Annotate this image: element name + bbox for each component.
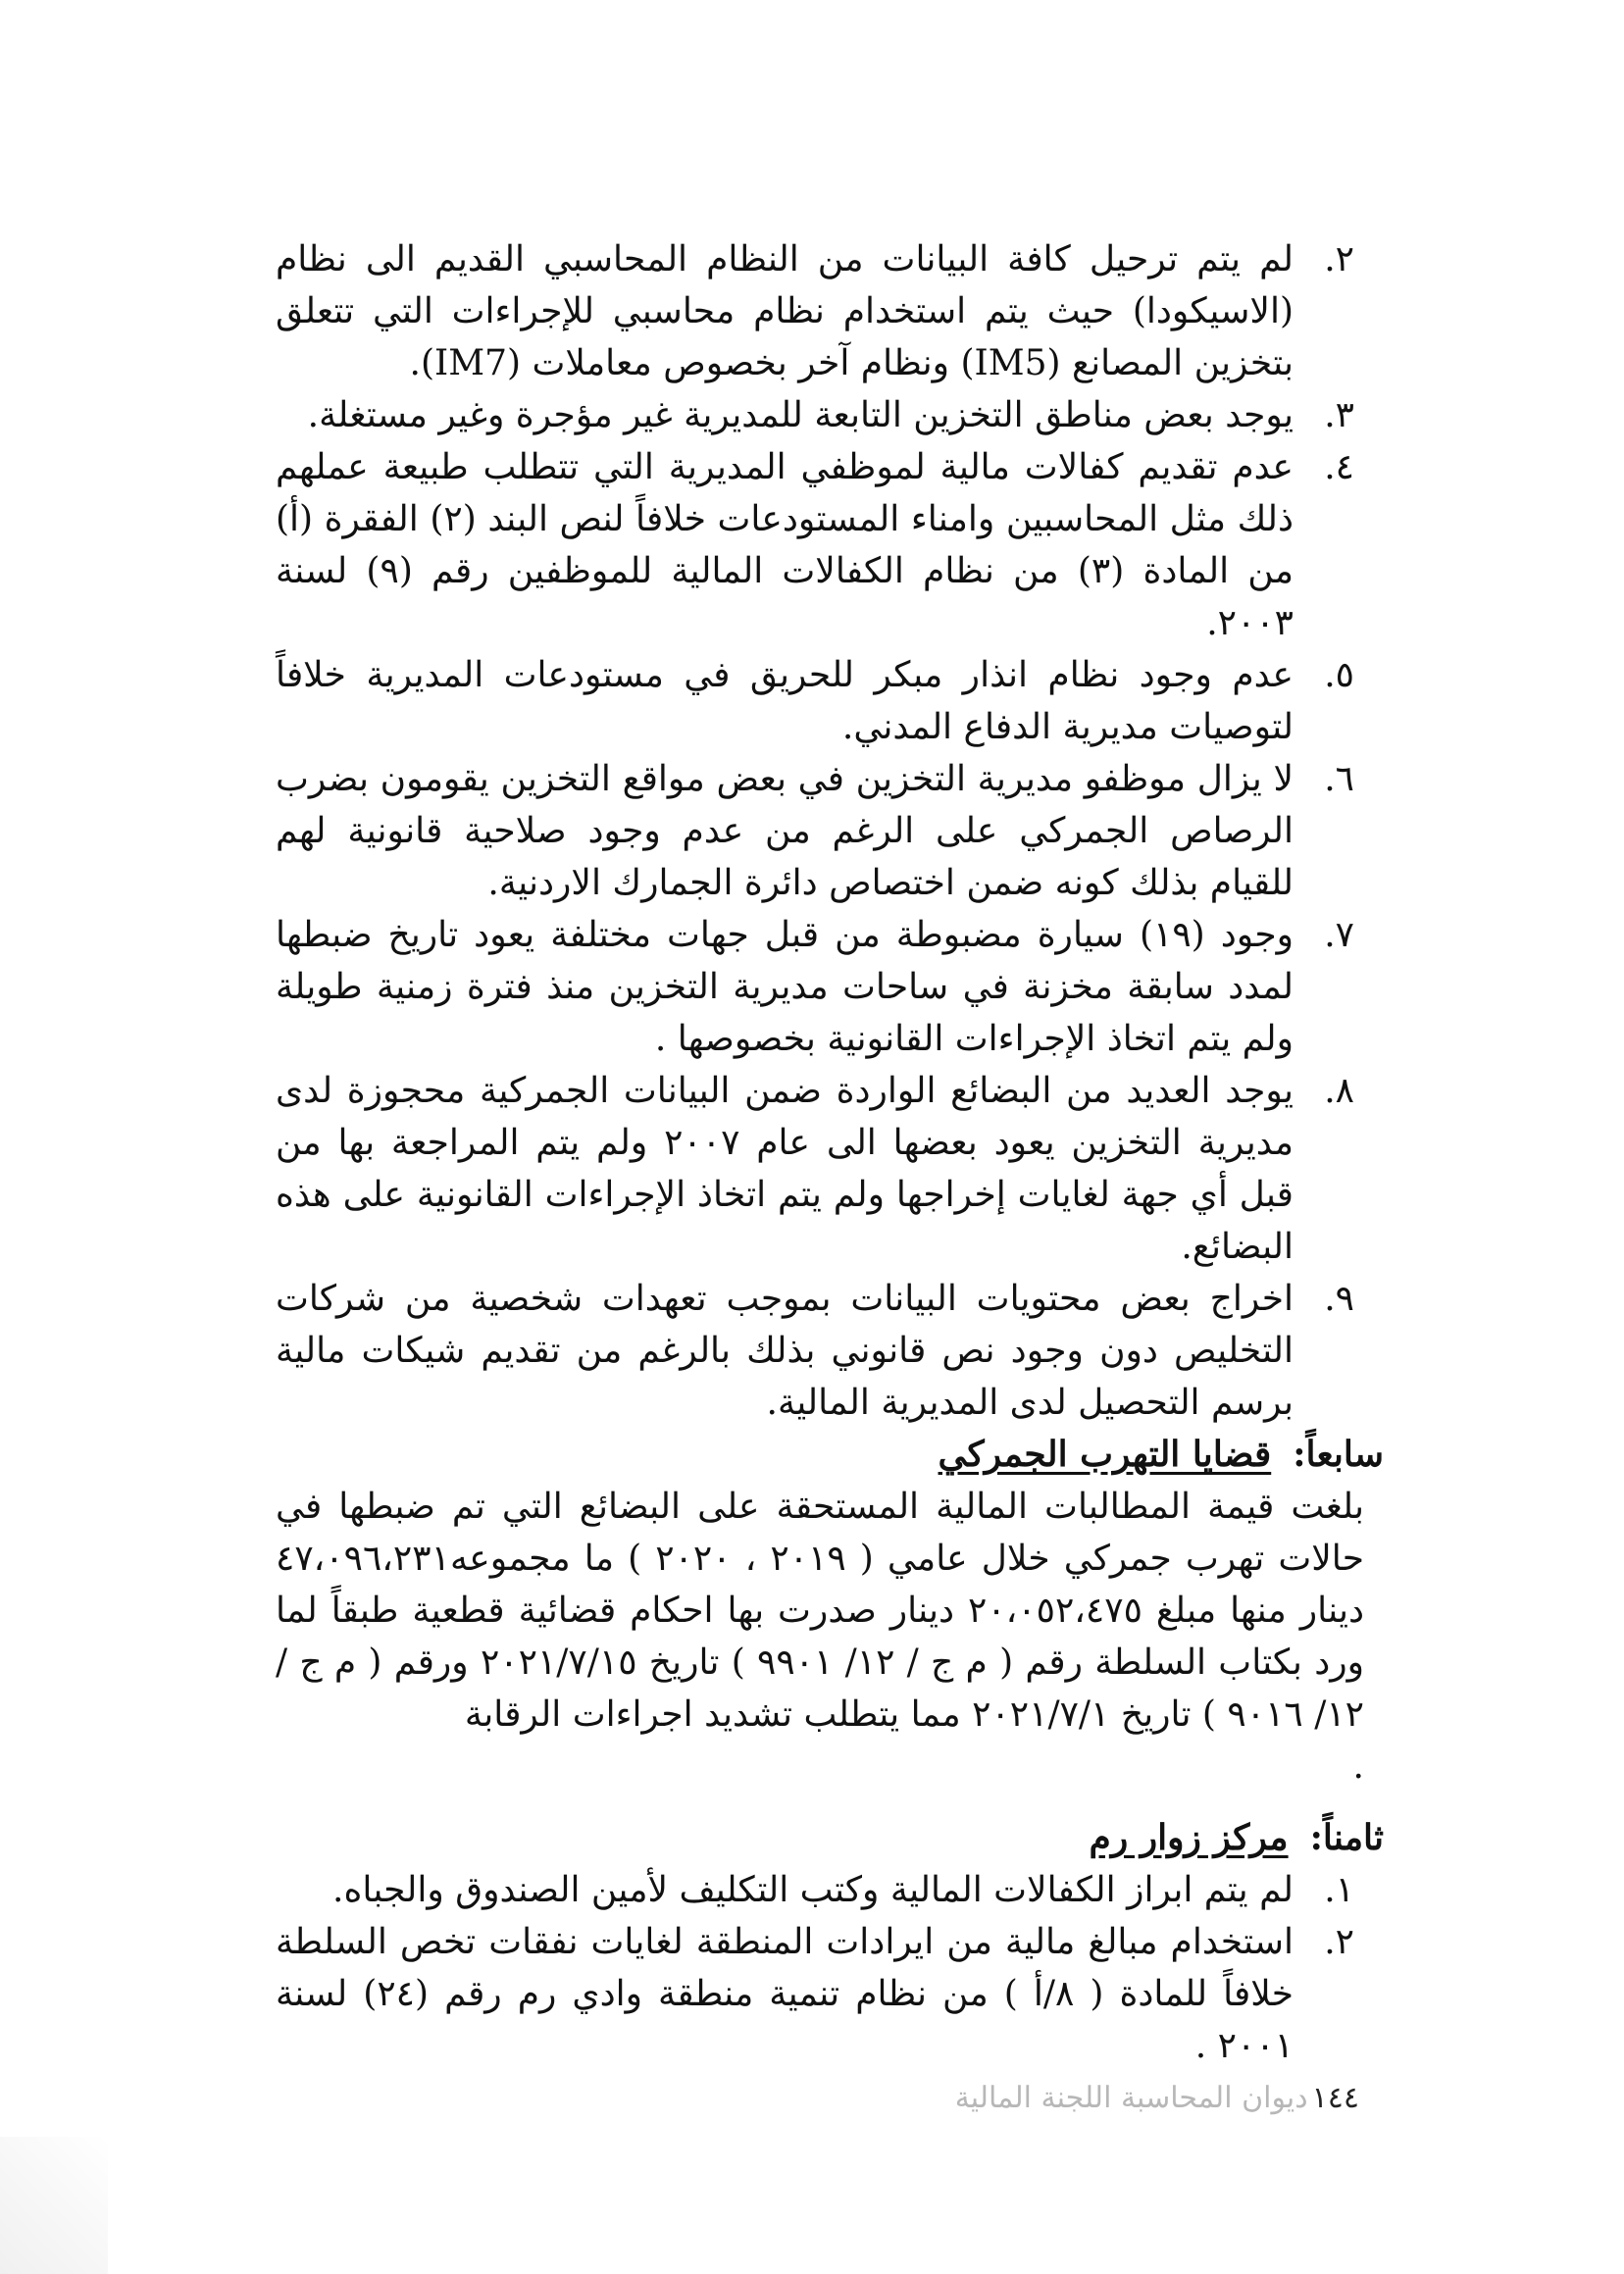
report-body xyxy=(276,233,1384,2072)
item-number: ٢. xyxy=(1324,1922,1354,1962)
item-text: وجود (١٩) سيارة مضبوطة من قبل جهات مختلفة يعود تاريخ ضبطها لمدد سابقة مخزنة في ساحات مديرية التخزين منذ فترة زمنية طويلة ولم يتم اتخاذ الإجراءات القانونية بخصوصها . xyxy=(276,915,1294,1059)
paragraph-end-mark: . xyxy=(1352,1746,1364,1787)
list-item xyxy=(276,1065,1364,1273)
section-heading-customs-evasion xyxy=(276,1429,1384,1481)
list-item xyxy=(276,1273,1364,1429)
list-item xyxy=(276,1864,1364,1916)
list-item xyxy=(276,441,1364,649)
section-label: سابعاً: xyxy=(1293,1434,1384,1475)
item-text: يوجد العديد من البضائع الواردة ضمن البيانات الجمركية محجوزة لدى مديرية التخزين يعود بعضها الى عام ٢٠٠٧ ولم يتم المراجعة بها من قبل أي جهة لغايات إخراجها ولم يتم اتخاذ الإجراءات القانونية على هذه البضائع. xyxy=(276,1071,1294,1267)
item-number: ٢. xyxy=(1324,239,1354,279)
list-item xyxy=(276,649,1364,753)
item-number: ١. xyxy=(1324,1870,1354,1910)
scan-shadow xyxy=(0,2137,108,2274)
item-text: استخدام مبالغ مالية من ايرادات المنطقة لغايات نفقات تخص السلطة خلافاً للمادة ( ٨/أ ) من نظام تنمية منطقة وادي رم رقم (٢٤) لسنة ٢٠٠١ . xyxy=(276,1922,1294,2066)
section-paragraph: بلغت قيمة المطالبات المالية المستحقة على البضائع التي تم ضبطها في حالات تهرب جمركي خلال عامي ( ٢٠١٩ ، ٢٠٢٠ ) ما مجموعه٤٧،٠٩٦،٢٣١ دينار منها مبلغ ٢٠،٠٥٢،٤٧٥ دينار صدرت بها احكام قضائية قطعية طبقاً لما ورد بكتاب السلطة رقم ( م ج / ١٢/ ٩٩٠١ ) تاريخ ٢٠٢١/٧/١٥ ورقم ( م ج / ١٢/ ٩٠١٦ ) تاريخ ٢٠٢١/٧/١ مما يتطلب تشديد اجراءات الرقابة xyxy=(276,1487,1365,1735)
item-text: اخراج بعض محتويات البيانات بموجب تعهدات شخصية من شركات التخليص دون وجود نص قانوني بذلك بالرغم من تقديم شيكات مالية برسم التحصيل لدى المديرية المالية. xyxy=(276,1279,1294,1423)
item-number: ٤. xyxy=(1324,447,1354,487)
list-item xyxy=(276,389,1364,441)
page-number: ١٤٤ xyxy=(1311,2081,1359,2115)
item-text: عدم تقديم كفالات مالية لموظفي المديرية التي تتطلب طبيعة عملهم ذلك مثل المحاسبين وامناء المستودعات خلافاً لنص البند (٢) الفقرة (أ) من المادة (٣) من نظام الكفالات المالية للموظفين رقم (٩) لسنة ٢٠٠٣. xyxy=(276,447,1294,643)
list-item xyxy=(276,233,1364,389)
item-number: ٨. xyxy=(1324,1071,1354,1111)
item-text: لا يزال موظفو مديرية التخزين في بعض مواقع التخزين يقومون بضرب الرصاص الجمركي على الرغم من عدم وجود صلاحية قانونية لهم للقيام بذلك كونه ضمن اختصاص دائرة الجمارك الاردنية. xyxy=(276,759,1294,903)
list-item xyxy=(276,909,1364,1065)
section-label: ثامناً: xyxy=(1309,1817,1384,1858)
section-heading-wadi-rum-center xyxy=(276,1812,1384,1864)
item-text: عدم وجود نظام انذار مبكر للحريق في مستودعات المديرية خلافاً لتوصيات مديرية الدفاع المدني. xyxy=(276,655,1294,747)
section-title: قضايا التهرب الجمركي xyxy=(938,1434,1272,1475)
list-item xyxy=(276,753,1364,909)
item-number: ٥. xyxy=(1324,655,1354,695)
list-item xyxy=(276,1916,1364,2072)
footer-text: ديوان المحاسبة اللجنة المالية xyxy=(954,2081,1308,2115)
item-number: ٦. xyxy=(1324,759,1354,799)
item-number: ٩. xyxy=(1324,1279,1354,1319)
item-text: لم يتم ترحيل كافة البيانات من النظام المحاسبي القديم الى نظام (الاسيكودا) حيث يتم استخدام نظام محاسبي للإجراءات التي تتعلق بتخزين المصانع (IM5) ونظام آخر بخصوص معاملات (IM7). xyxy=(276,239,1294,383)
section-title: مركز زوار رم xyxy=(1089,1817,1289,1858)
item-number: ٧. xyxy=(1324,915,1354,955)
item-text: لم يتم ابراز الكفالات المالية وكتب التكليف لأمين الصندوق والجباه. xyxy=(332,1870,1294,1910)
item-number: ٣. xyxy=(1324,395,1354,435)
page-footer xyxy=(955,2081,1359,2115)
item-text: يوجد بعض مناطق التخزين التابعة للمديرية غير مؤجرة وغير مستغلة. xyxy=(307,395,1294,435)
